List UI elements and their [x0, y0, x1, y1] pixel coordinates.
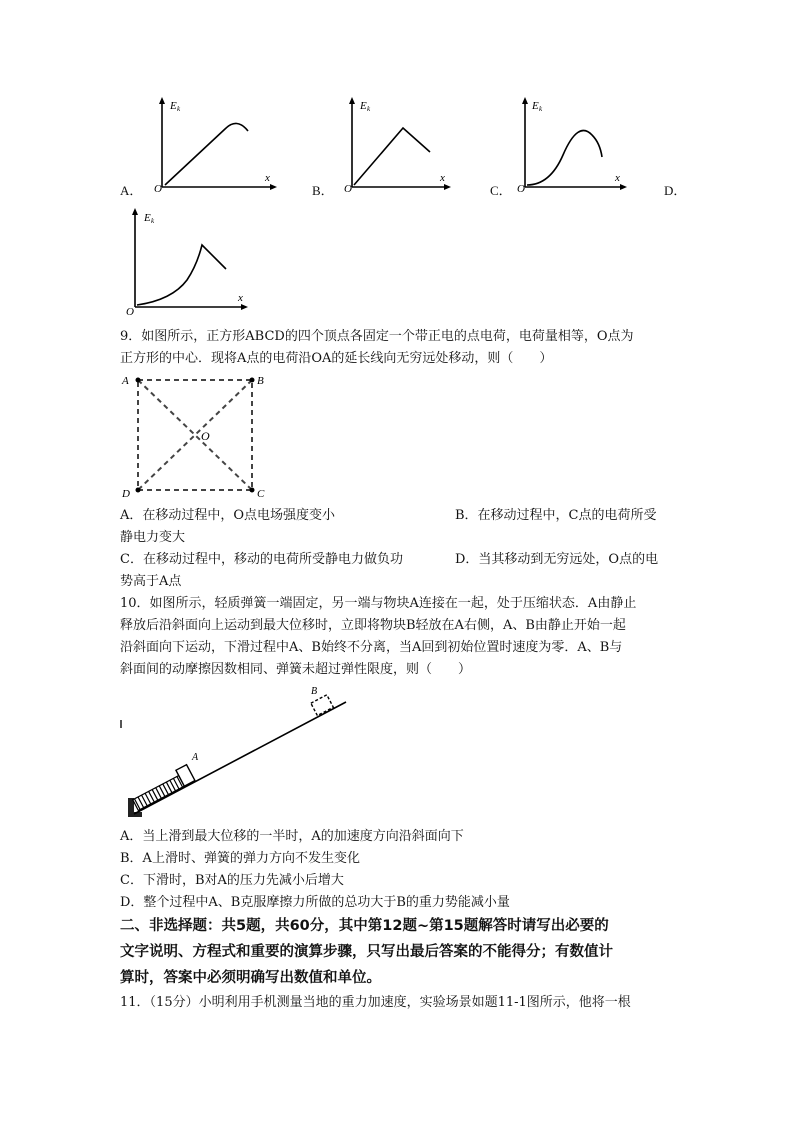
block-b-label: B [311, 686, 318, 697]
q9-option-c: C．在移动过程中，移动的电荷所受静电力做负功 [120, 552, 403, 567]
q10-stem-line4: 斜面间的动摩擦因数相同、弹簧未超过弹性限度，则（ ） [120, 662, 472, 677]
q10-option-d: D．整个过程中A、B克服摩擦力所做的总功大于B的重力势能减小量 [120, 895, 510, 910]
graph-a [145, 95, 280, 195]
graph-b-ylabel: E [360, 100, 367, 112]
graph-d-xlabel: x [238, 292, 243, 304]
q9-square-figure [118, 370, 278, 502]
svg-text:k: k [539, 105, 543, 113]
option-c-label: C． [490, 183, 512, 198]
center-o-label: O [201, 429, 210, 443]
graph-a-ylabel: E [170, 100, 177, 112]
section2-heading-line2: 文字说明、方程式和重要的演算步骤，只写出最后答案的不能得分；有数值计 [120, 944, 613, 960]
q10-stem-line2: 释放后沿斜面向上运动到最大位移时，立即将物块B轻放在A右侧，A、B由静止开始一起 [120, 618, 626, 633]
section2-heading-line3: 算时，答案中必须明确写出数值和单位。 [120, 970, 381, 986]
graph-b [337, 95, 457, 195]
q9-stem-line1: 9．如图所示，正方形ABCD的四个顶点各固定一个带正电的点电荷，电荷量相等，O点为 [120, 329, 634, 344]
q9-option-b-line2: 静电力变大 [120, 530, 186, 545]
q11-stem-line1: 11．（15分）小明利用手机测量当地的重力加速度，实验场景如题11-1图所示，他将一根 [120, 995, 631, 1010]
svg-text:k: k [367, 105, 371, 113]
graph-d-origin: O [126, 306, 134, 318]
q9-option-b-line1: B．在移动过程中，C点的电荷所受 [455, 508, 657, 523]
section2-heading-line1: 二、非选择题：共5题，共60分，其中第12题~第15题解答时请写出必要的 [120, 918, 609, 934]
q9-option-d-line2: 势高于A点 [120, 574, 182, 589]
q9-option-d-line1: D．当其移动到无穷远处，O点的电 [455, 552, 659, 567]
option-b-label: B． [312, 183, 334, 198]
block-a-label: A [192, 752, 199, 763]
graph-c [510, 95, 635, 195]
q9-option-a: A．在移动过程中，O点电场强度变小 [120, 508, 336, 523]
graph-c-xlabel: x [615, 172, 620, 184]
graph-d-ylabel: E [144, 212, 151, 224]
svg-text:k: k [177, 105, 181, 113]
graph-d [122, 205, 257, 320]
graph-b-origin: O [344, 183, 352, 195]
vertex-b-label: B [257, 375, 264, 387]
q9-stem-line2: 正方形的中心．现将A点的电荷沿OA的延长线向无穷远处移动，则（ ） [120, 351, 553, 366]
q10-option-b: B．A上滑时、弹簧的弹力方向不发生变化 [120, 851, 360, 866]
option-d-label: D． [664, 183, 687, 198]
q10-stem-line3: 沿斜面向下运动，下滑过程中A、B始终不分离，当A回到初始位置时速度为零．A、B与 [120, 640, 623, 655]
q10-option-c: C．下滑时，B对A的压力先减小后增大 [120, 873, 344, 888]
q10-stem-line1: 10．如图所示，轻质弹簧一端固定，另一端与物块A连接在一起，处于压缩状态．A由静止 [120, 596, 637, 611]
vertex-a-label: A [122, 375, 129, 387]
graph-c-ylabel: E [532, 100, 539, 112]
q10-option-a: A．当上滑到最大位移的一半时，A的加速度方向沿斜面向下 [120, 829, 464, 844]
svg-text:k: k [151, 217, 155, 225]
graph-b-xlabel: x [440, 172, 445, 184]
vertex-c-label: C [257, 488, 265, 500]
graph-c-origin: O [517, 183, 525, 195]
option-a-label: A． [120, 183, 143, 198]
vertex-d-label: D [122, 488, 130, 500]
graph-a-xlabel: x [265, 172, 270, 184]
q10-incline-figure [118, 680, 358, 820]
graph-a-origin: O [154, 183, 162, 195]
